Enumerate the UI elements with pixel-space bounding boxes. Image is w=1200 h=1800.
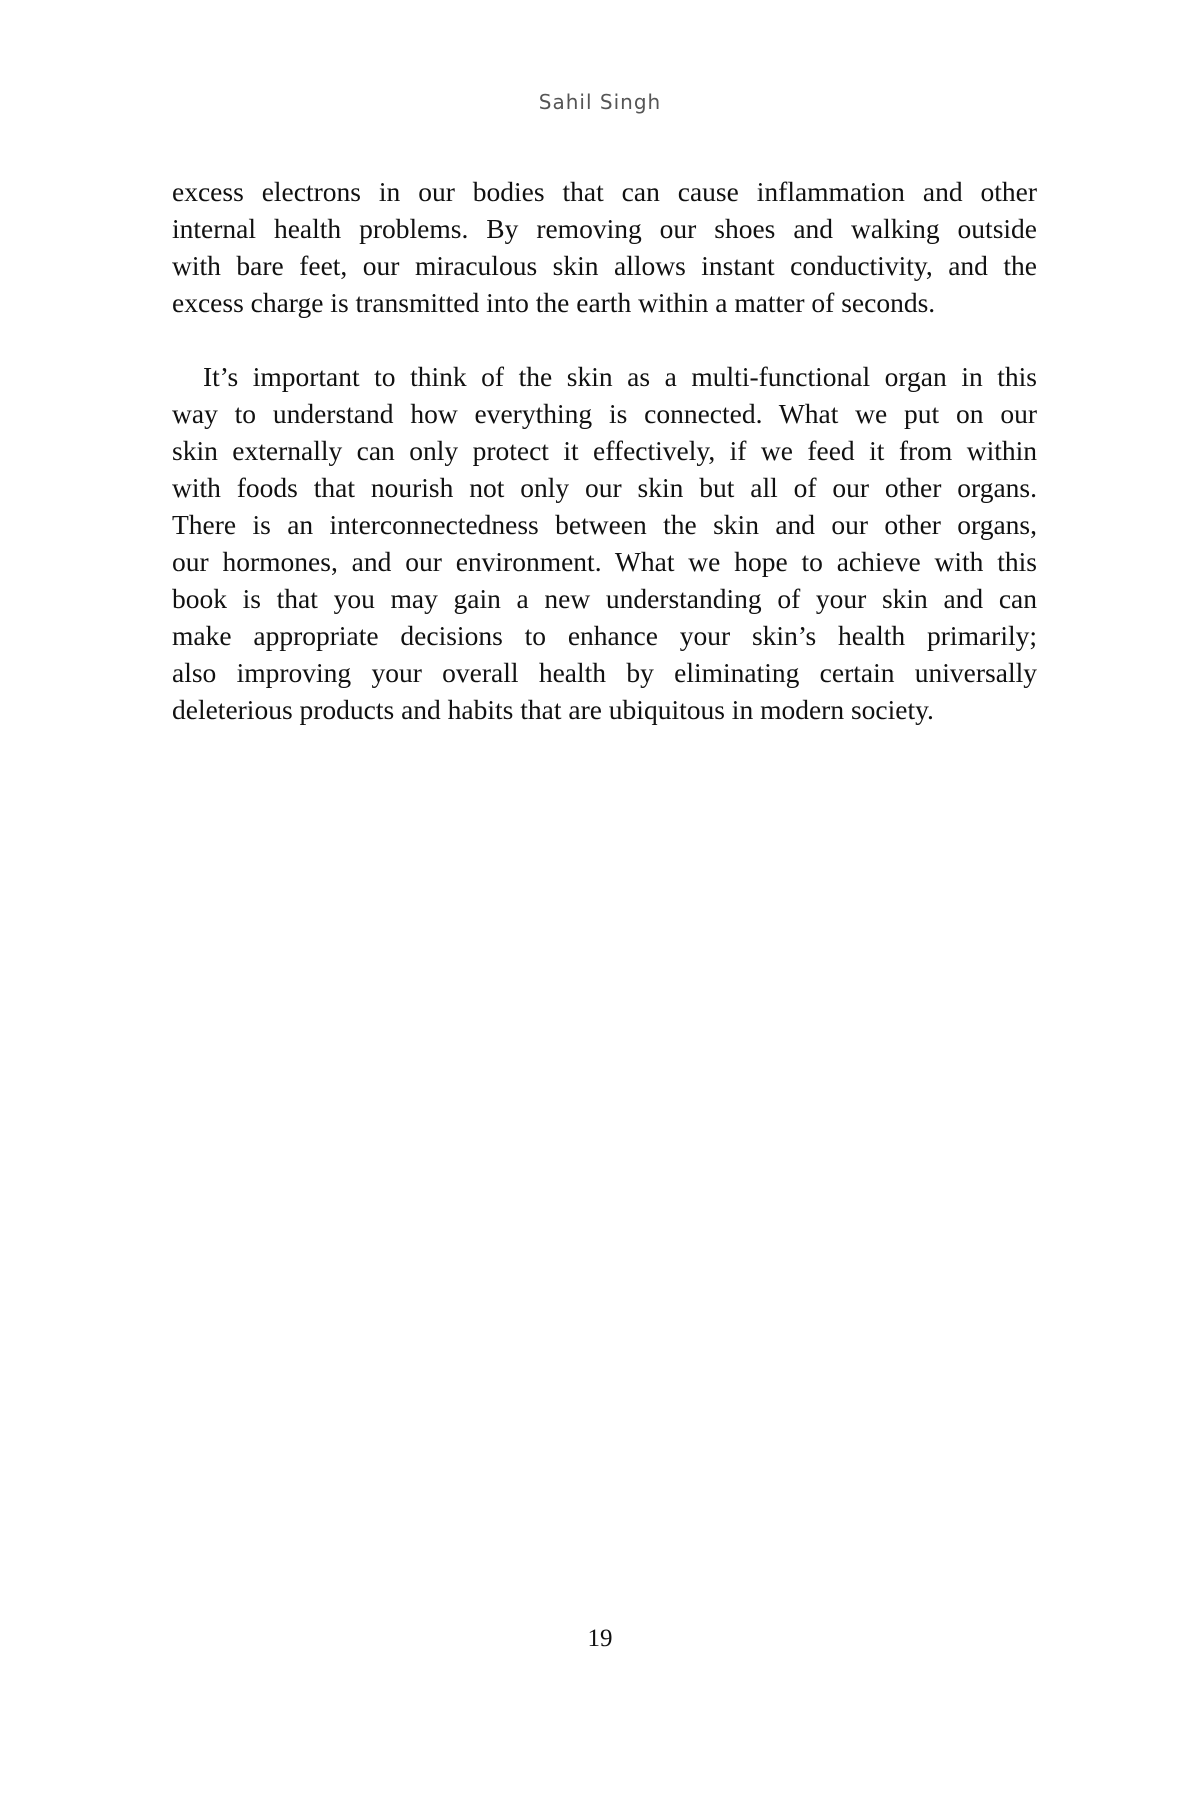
text-line: There is an interconnectedness between the skin and our other organs, [172, 509, 1037, 540]
text-line: excess charge is transmitted into the earth within a matter of seconds. [172, 287, 936, 318]
paragraph-1 [172, 173, 1037, 321]
text-line: with foods that nourish not only our skin but all of our other organs. [172, 472, 1037, 503]
text-line: also improving your overall health by eliminating certain universally [172, 657, 1037, 688]
page-number: 19 [587, 1625, 613, 1652]
text-line: deleterious products and habits that are ubiquitous in modern society. [172, 694, 934, 725]
paragraph-spacer [172, 321, 1037, 358]
text-line: It’s important to think of the skin as a multi-functional organ in this [203, 361, 1037, 392]
text-line: way to understand how everything is connected. What we put on our [172, 398, 1037, 429]
running-header-author: Sahil Singh [538, 90, 662, 114]
text-line: excess electrons in our bodies that can cause inflammation and other [172, 176, 1037, 207]
text-line: book is that you may gain a new understanding of your skin and can [172, 583, 1037, 614]
text-line: make appropriate decisions to enhance your skin’s health primarily; [172, 620, 1037, 651]
paragraph-2 [172, 358, 1037, 728]
body-text [172, 173, 1037, 728]
text-line: with bare feet, our miraculous skin allows instant conductivity, and the [172, 250, 1037, 281]
text-line: internal health problems. By removing our shoes and walking outside [172, 213, 1037, 244]
text-line: skin externally can only protect it effectively, if we feed it from within [172, 435, 1037, 466]
text-line: our hormones, and our environment. What we hope to achieve with this [172, 546, 1037, 577]
